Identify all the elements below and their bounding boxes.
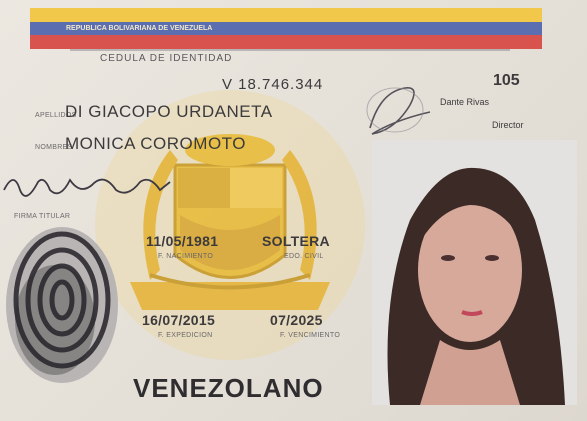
card-code: 105 [493, 72, 520, 89]
flag-stripe-red [30, 35, 542, 49]
birth-date: 11/05/1981 [146, 233, 219, 249]
coat-of-arms-icon [95, 90, 365, 360]
director-signature-icon [370, 88, 430, 134]
surname: DI GIACOPO URDANETA [65, 102, 273, 121]
marital-status: SOLTERA [262, 233, 330, 249]
birth-date-label: F. NACIMIENTO [158, 253, 214, 260]
marital-status-label: EDO. CIVIL [284, 253, 324, 260]
holder-photo [372, 140, 577, 405]
fingerprint-icon [6, 227, 118, 383]
signatory-name: Dante Rivas [440, 97, 490, 107]
republic-header-text: REPUBLICA BOLIVARIANA DE VENEZUELA [66, 25, 213, 32]
given-names: MONICA COROMOTO [65, 134, 246, 153]
id-number: V 18.746.344 [222, 76, 324, 93]
document-title-text: CEDULA DE IDENTIDAD [100, 53, 233, 64]
expiry-date: 07/2025 [270, 312, 323, 328]
expiry-date-label: F. VENCIMIENTO [280, 332, 341, 339]
signature-label: FIRMA TITULAR [14, 213, 71, 220]
issue-date: 16/07/2015 [142, 312, 216, 328]
republic-header [30, 22, 542, 35]
issue-date-label: F. EXPEDICION [158, 332, 213, 339]
document-title [100, 53, 480, 64]
names-label: NOMBRES [35, 144, 73, 151]
nationality: VENEZOLANO [133, 373, 324, 403]
surname-label: APELLIDOS [35, 112, 77, 119]
signatory-title: Director [492, 120, 524, 130]
flag-stripe-yellow [30, 8, 542, 22]
